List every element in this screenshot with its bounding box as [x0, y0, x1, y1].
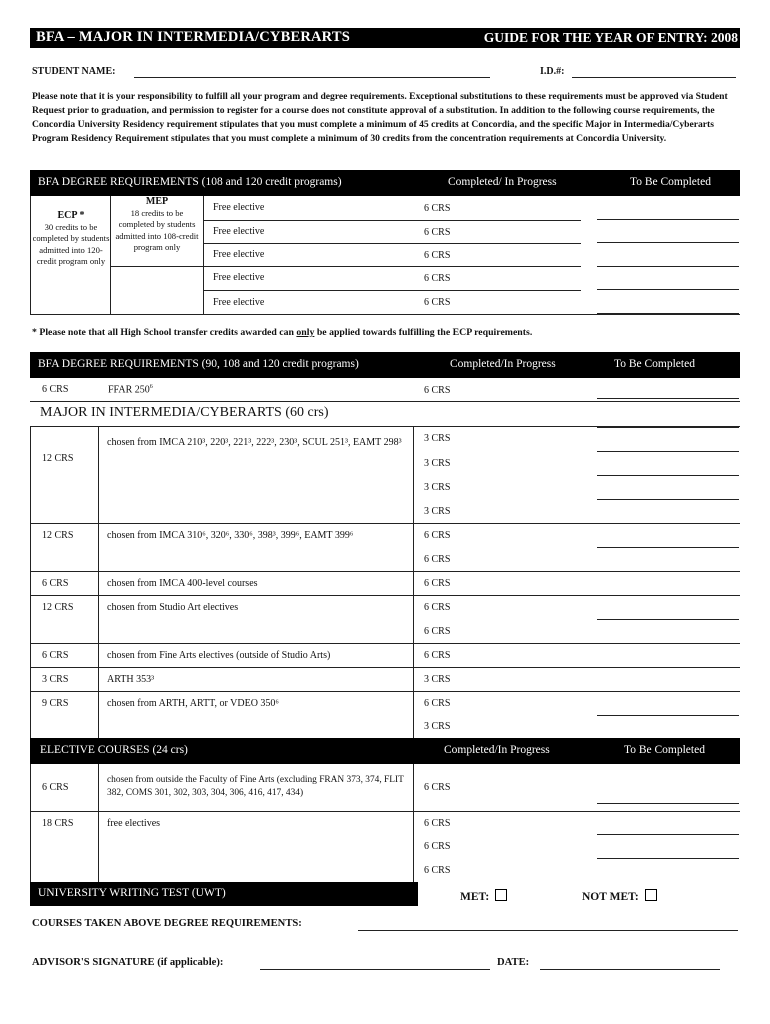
advisor-signature-label: ADVISOR'S SIGNATURE (if applicable): [32, 957, 224, 968]
intro-note: Please note that it is your responsibility to fulfill all your program and degree requirements. Exceptional substitutions to these requirements must be approved via Student Request prior to graduation, and permission to register for a course does not constitute approval of a substitution. In addition to the following course requirements, the Concordia University Residency requirement stipulates that you must complete a minimum of 45 credits at Concordia, and the specific Major in Intermedia/Cyberarts Program Residency Requirement stipulates that you must complete a minimum of 30 credits from the concentration requirements at Concordia University. [32, 91, 728, 145]
credits-required: 6 CRS [42, 384, 69, 395]
mep-text: 18 credits to be completed by students admitted into 108-credit program only [115, 207, 199, 252]
to-be-completed-field[interactable] [597, 858, 739, 859]
divider [30, 314, 740, 315]
high-school-note [32, 327, 532, 338]
divider [30, 691, 740, 692]
divider [30, 595, 740, 596]
course-code: FFAR 250 [108, 384, 150, 396]
note-emphasis: only [296, 327, 315, 338]
uwt-bar [30, 882, 418, 906]
section-heading: ELECTIVE COURSES (24 crs) [40, 744, 188, 756]
divider [203, 243, 581, 244]
credits: 3 CRS [424, 506, 451, 517]
credits: 3 CRS [424, 458, 451, 469]
divider [203, 196, 204, 314]
uwt-not-met [582, 889, 657, 903]
credits: 6 CRS [424, 554, 451, 565]
divider [110, 196, 111, 314]
divider [98, 764, 99, 882]
to-be-completed-heading: To Be Completed [624, 744, 705, 756]
credits-required: 3 CRS [42, 674, 69, 685]
to-be-completed-field[interactable] [597, 803, 739, 804]
credits: 6 CRS [424, 782, 451, 793]
credits: 6 CRS [424, 530, 451, 541]
completed-heading: Completed/In Progress [450, 358, 556, 370]
course-name: Free elective [213, 226, 265, 237]
course-description: chosen from outside the Faculty of Fine Arts (excluding FRAN 373, 374, FLIT 382, COMS 301, 302, 303, 304, 306, 416, 417, 434) [107, 775, 404, 798]
credits-required: 12 CRS [42, 602, 74, 613]
guide-year: GUIDE FOR THE YEAR OF ENTRY: 2008 [483, 30, 738, 45]
to-be-completed-field[interactable] [597, 834, 739, 835]
credits-required: 12 CRS [42, 453, 74, 464]
student-name-field[interactable] [134, 77, 490, 78]
student-id-field[interactable] [572, 77, 736, 78]
not-met-label: NOT MET: [582, 891, 639, 903]
credits: 6 CRS [424, 250, 451, 261]
credits-required: 6 CRS [42, 782, 69, 793]
credits: 6 CRS [424, 650, 451, 661]
credits: 6 CRS [424, 818, 451, 829]
course-description: chosen from Studio Art electives [107, 602, 239, 613]
credits-required: 6 CRS [42, 650, 69, 661]
elective-courses-header [30, 738, 740, 764]
credits: 6 CRS [424, 578, 451, 589]
credits: 6 CRS [424, 273, 451, 284]
ecp-text: 30 credits to be completed by students admitted into 120-credit program only [32, 221, 110, 266]
courses-above-field[interactable] [358, 930, 738, 931]
to-be-completed-field[interactable] [597, 715, 739, 716]
met-checkbox[interactable] [495, 889, 507, 901]
ecp-box [32, 210, 110, 268]
credits: 3 CRS [424, 674, 451, 685]
uwt-label: UNIVERSITY WRITING TEST (UWT) [38, 887, 226, 899]
to-be-completed-field[interactable] [597, 242, 739, 243]
page-title: BFA – MAJOR IN INTERMEDIA/CYBERARTS [36, 29, 350, 45]
section-heading: BFA DEGREE REQUIREMENTS (108 and 120 credit programs) [38, 176, 342, 188]
divider [203, 290, 581, 291]
divider [30, 667, 740, 668]
to-be-completed-field[interactable] [597, 475, 739, 476]
course-name: Free elective [213, 249, 265, 260]
credits: 6 CRS [424, 297, 451, 308]
divider [30, 811, 740, 812]
ecp-title: ECP * [57, 210, 85, 221]
course-description: chosen from ARTH, ARTT, or VDEO 350⁶ [107, 698, 279, 709]
date-label: DATE: [497, 957, 530, 968]
courses-above-label: COURSES TAKEN ABOVE DEGREE REQUIREMENTS: [32, 918, 302, 929]
to-be-completed-field[interactable] [597, 451, 739, 452]
title-bar [30, 28, 740, 48]
to-be-completed-heading: To Be Completed [630, 176, 711, 188]
credits: 6 CRS [424, 698, 451, 709]
divider [413, 764, 414, 882]
met-label: MET: [460, 891, 490, 903]
credits: 6 CRS [424, 385, 451, 396]
credits: 6 CRS [424, 203, 451, 214]
to-be-completed-field[interactable] [597, 547, 739, 548]
credits: 3 CRS [424, 721, 451, 732]
student-name-label: STUDENT NAME: [32, 66, 116, 77]
to-be-completed-field[interactable] [597, 499, 739, 500]
advisor-signature-field[interactable] [260, 969, 490, 970]
completed-heading: Completed/In Progress [444, 744, 550, 756]
course-name: Free elective [213, 202, 265, 213]
credit-superscript: 6 [149, 384, 153, 390]
to-be-completed-field[interactable] [597, 313, 739, 314]
course-description: chosen from IMCA 210³, 220³, 221³, 222³, 230³, SCUL 251³, EAMT 298³ [107, 437, 402, 448]
section-heading: BFA DEGREE REQUIREMENTS (90, 108 and 120 credit programs) [38, 358, 359, 370]
credits: 6 CRS [424, 227, 451, 238]
divider [30, 643, 740, 644]
course-description: chosen from IMCA 400-level courses [107, 578, 258, 589]
course-description: chosen from IMCA 310⁶, 320⁶, 330⁶, 398³, 399⁶, EAMT 399⁶ [107, 530, 354, 541]
degree-requirements-header-2 [30, 352, 740, 378]
course-description: chosen from Fine Arts electives (outside of Studio Arts) [107, 650, 331, 661]
credits-required: 12 CRS [42, 530, 74, 541]
to-be-completed-field[interactable] [597, 219, 739, 220]
credits-required: 6 CRS [42, 578, 69, 589]
to-be-completed-field[interactable] [597, 619, 739, 620]
divider [203, 220, 581, 221]
credits: 6 CRS [424, 602, 451, 613]
divider [110, 266, 203, 267]
divider [30, 523, 740, 524]
course-name: Free elective [213, 272, 265, 283]
divider [30, 196, 31, 314]
student-id-label: I.D.#: [540, 66, 565, 77]
credits: 3 CRS [424, 482, 451, 493]
completed-heading: Completed/ In Progress [448, 176, 557, 188]
to-be-completed-heading: To Be Completed [614, 358, 695, 370]
mep-box [113, 196, 201, 254]
credits: 6 CRS [424, 841, 451, 852]
not-met-checkbox[interactable] [645, 889, 657, 901]
course-description: free electives [107, 818, 161, 829]
course-description: ARTH 353³ [107, 674, 155, 685]
uwt-met [460, 889, 507, 903]
major-heading: MAJOR IN INTERMEDIA/CYBERARTS (60 crs) [40, 405, 329, 420]
date-field[interactable] [540, 969, 720, 970]
to-be-completed-field[interactable] [597, 398, 739, 399]
course-name [108, 384, 153, 395]
note-text: be applied towards fulfilling the ECP requirements. [314, 327, 533, 338]
divider [30, 401, 740, 402]
credits: 6 CRS [424, 626, 451, 637]
degree-requirements-header-1 [30, 170, 740, 196]
credits-required: 18 CRS [42, 818, 74, 829]
divider [30, 571, 740, 572]
credits-required: 9 CRS [42, 698, 69, 709]
to-be-completed-field[interactable] [597, 289, 739, 290]
divider [30, 764, 31, 882]
note-text: * Please note that all High School transfer credits awarded can [32, 327, 297, 338]
to-be-completed-field[interactable] [597, 266, 739, 267]
credits: 6 CRS [424, 865, 451, 876]
course-name: Free elective [213, 297, 265, 308]
mep-title: MEP [145, 196, 169, 207]
to-be-completed-field[interactable] [597, 427, 739, 428]
divider [203, 266, 581, 267]
credits: 3 CRS [424, 433, 451, 444]
